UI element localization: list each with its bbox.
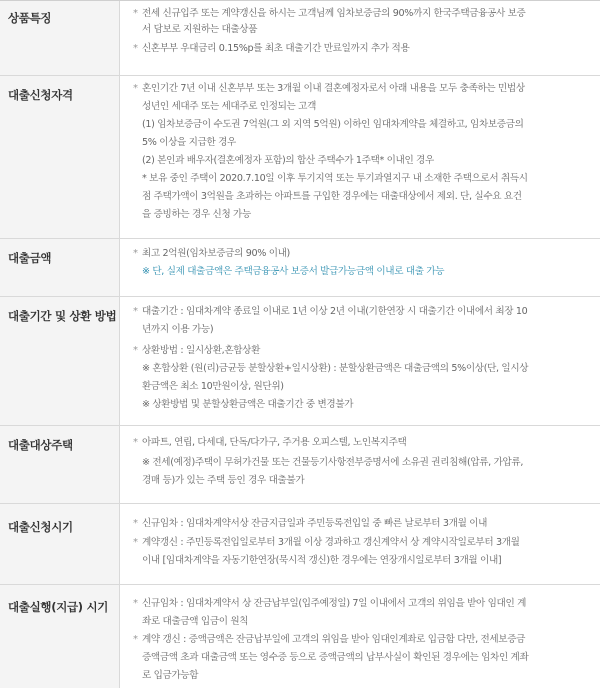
content-line: ※ 상환방법 및 분할상환금액은 대출기간 중 변경불가: [142, 399, 354, 410]
bullet-star-icon: *: [133, 83, 138, 94]
content-line: * 계약갱신 : 주민등록전입일로부터 3개월 이상 경과하고 갱신계약서 상 계약시작일로부터 3개월: [134, 534, 592, 552]
section-label-cell: [0, 76, 120, 238]
bullet-star-icon: *: [133, 248, 138, 259]
content-line: ※ 혼합상환 (원(리)금균등 분할상환+일시상환) : 분할상환금액은 대출금액의 5%이상(단, 일시상: [142, 363, 529, 374]
section-eligibility: [0, 76, 600, 239]
content-line: * 상환방법 : 일시상환,혼합상환: [134, 342, 592, 360]
content-line: 로 입금가능함: [142, 670, 199, 681]
section-label: 상품특징: [8, 11, 52, 25]
content-line: 을 증빙하는 경우 신청 가능: [142, 209, 251, 220]
content-line: (2) 본인과 배우자(결혼예정자 포함)의 합산 주택수가 1주택* 이내인 경우: [142, 155, 434, 166]
content-line: * 신규임차 : 임대차계약서상 잔금지급일과 주민등록전입일 중 빠른 날로부터 3개월 이내: [134, 515, 592, 533]
section-loan-amount: [0, 239, 600, 297]
bullet-star-icon: *: [133, 537, 138, 548]
content-line: 년까지 이용 가능): [142, 324, 214, 335]
section-eligible-housing: [0, 426, 600, 504]
section-content: [120, 297, 600, 425]
content-line: 좌로 대출금액 입금이 원칙: [142, 616, 249, 627]
content-line: * 대출기간 : 임대차계약 종료일 이내로 1년 이상 2년 이내(기한연장 시 대출기간 이내에서 최장 10: [134, 303, 592, 321]
content-line: 점 주택가액이 3억원을 초과하는 아파트를 구입한 경우에는 대출대상에서 제외. 단, 실수요 요건: [142, 191, 522, 202]
content-line: 서 담보로 지원하는 대출상품: [142, 24, 258, 35]
section-label-cell: [0, 1, 120, 75]
section-label: 대출금액: [8, 251, 52, 265]
content-line: * 계약 갱신 : 증액금액은 잔금납부일에 고객의 위임을 받아 임대인계좌로 입금함 다만, 전세보증금: [134, 631, 592, 649]
section-content: [120, 76, 600, 238]
section-application-timing: [0, 504, 600, 585]
content-line: * 신규임차 : 임대차계약서 상 잔금납부일(입주예정일) 7일 이내에서 고객의 위임을 받아 임대인 계: [134, 595, 592, 613]
section-loan-term-repayment: [0, 297, 600, 426]
content-line: (1) 임차보증금이 수도권 7억원(그 외 지역 5억원) 이하인 임대차계약을 체결하고, 임차보증금의: [142, 119, 524, 130]
section-content: [120, 239, 600, 296]
section-label-cell: [0, 504, 120, 584]
section-label: 대출신청시기: [8, 520, 73, 534]
section-label: 대출기간 및 상환 방법: [8, 309, 117, 323]
content-line: ※ 전세(예정)주택이 무허가건물 또는 건물등기사항전부증명서에 소유권 권리침해(압류, 가압류,: [142, 457, 524, 468]
section-label-cell: [0, 585, 120, 688]
content-line-notice: ※ 단, 실제 대출금액은 주택금융공사 보증서 발급가능금액 이내로 대출 가능: [142, 266, 445, 277]
bullet-star-icon: *: [133, 43, 138, 54]
section-content: [120, 1, 600, 75]
section-label: 대출대상주택: [8, 438, 73, 452]
content-line: 증액금액 초과 대출금액 또는 영수증 등으로 증액금액의 납부사실이 확인된 경우에는 임차인 계좌: [142, 652, 529, 663]
section-label: 대출신청자격: [8, 88, 73, 102]
section-content: [120, 585, 600, 688]
section-label-cell: [0, 297, 120, 425]
section-disbursement-timing: [0, 585, 600, 688]
content-line: * 최고 2억원(임차보증금의 90% 이내): [134, 245, 592, 263]
content-line: 성년인 세대주 또는 세대주로 인정되는 고객: [142, 101, 317, 112]
bullet-star-icon: *: [133, 8, 138, 19]
section-label-cell: [0, 239, 120, 296]
content-line: 이내 [임대차계약을 자동기한연장(묵시적 갱신)한 경우에는 연장개시일로부터 3개월 이내]: [142, 555, 502, 566]
bullet-star-icon: *: [133, 306, 138, 317]
bullet-star-icon: *: [133, 634, 138, 645]
bullet-star-icon: *: [133, 437, 138, 448]
content-line: 5% 이상을 지급한 경우: [142, 137, 236, 148]
section-content: [120, 426, 600, 503]
bullet-star-icon: *: [133, 345, 138, 356]
section-content: [120, 504, 600, 584]
content-line: * 전세 신규입주 또는 계약갱신을 하시는 고객님께 임차보증금의 90%까지 한국주택금융공사 보증: [134, 5, 592, 23]
content-line: 환금액은 최소 10만원이상, 원단위): [142, 381, 284, 392]
content-line: * 보유 중인 주택이 2020.7.10일 이후 투기지역 또는 투기과열지구 내 소재한 주택으로서 취득시: [142, 173, 528, 184]
content-line: * 혼인기간 7년 이내 신혼부부 또는 3개월 이내 결혼예정자로서 아래 내용을 모두 충족하는 민법상: [134, 80, 592, 98]
content-line: * 신혼부부 우대금리 0.15%p를 최초 대출기간 만료일까지 추가 적용: [134, 40, 592, 58]
section-label: 대출실행(지급) 시기: [8, 600, 109, 614]
content-line: 경매 등)가 있는 주택 등인 경우 대출불가: [142, 475, 305, 486]
section-product-features: [0, 1, 600, 76]
bullet-star-icon: *: [133, 518, 138, 529]
bullet-star-icon: *: [133, 598, 138, 609]
content-line: * 아파트, 연립, 다세대, 단독/다가구, 주거용 오피스텔, 노인복지주택: [134, 434, 592, 452]
section-label-cell: [0, 426, 120, 503]
